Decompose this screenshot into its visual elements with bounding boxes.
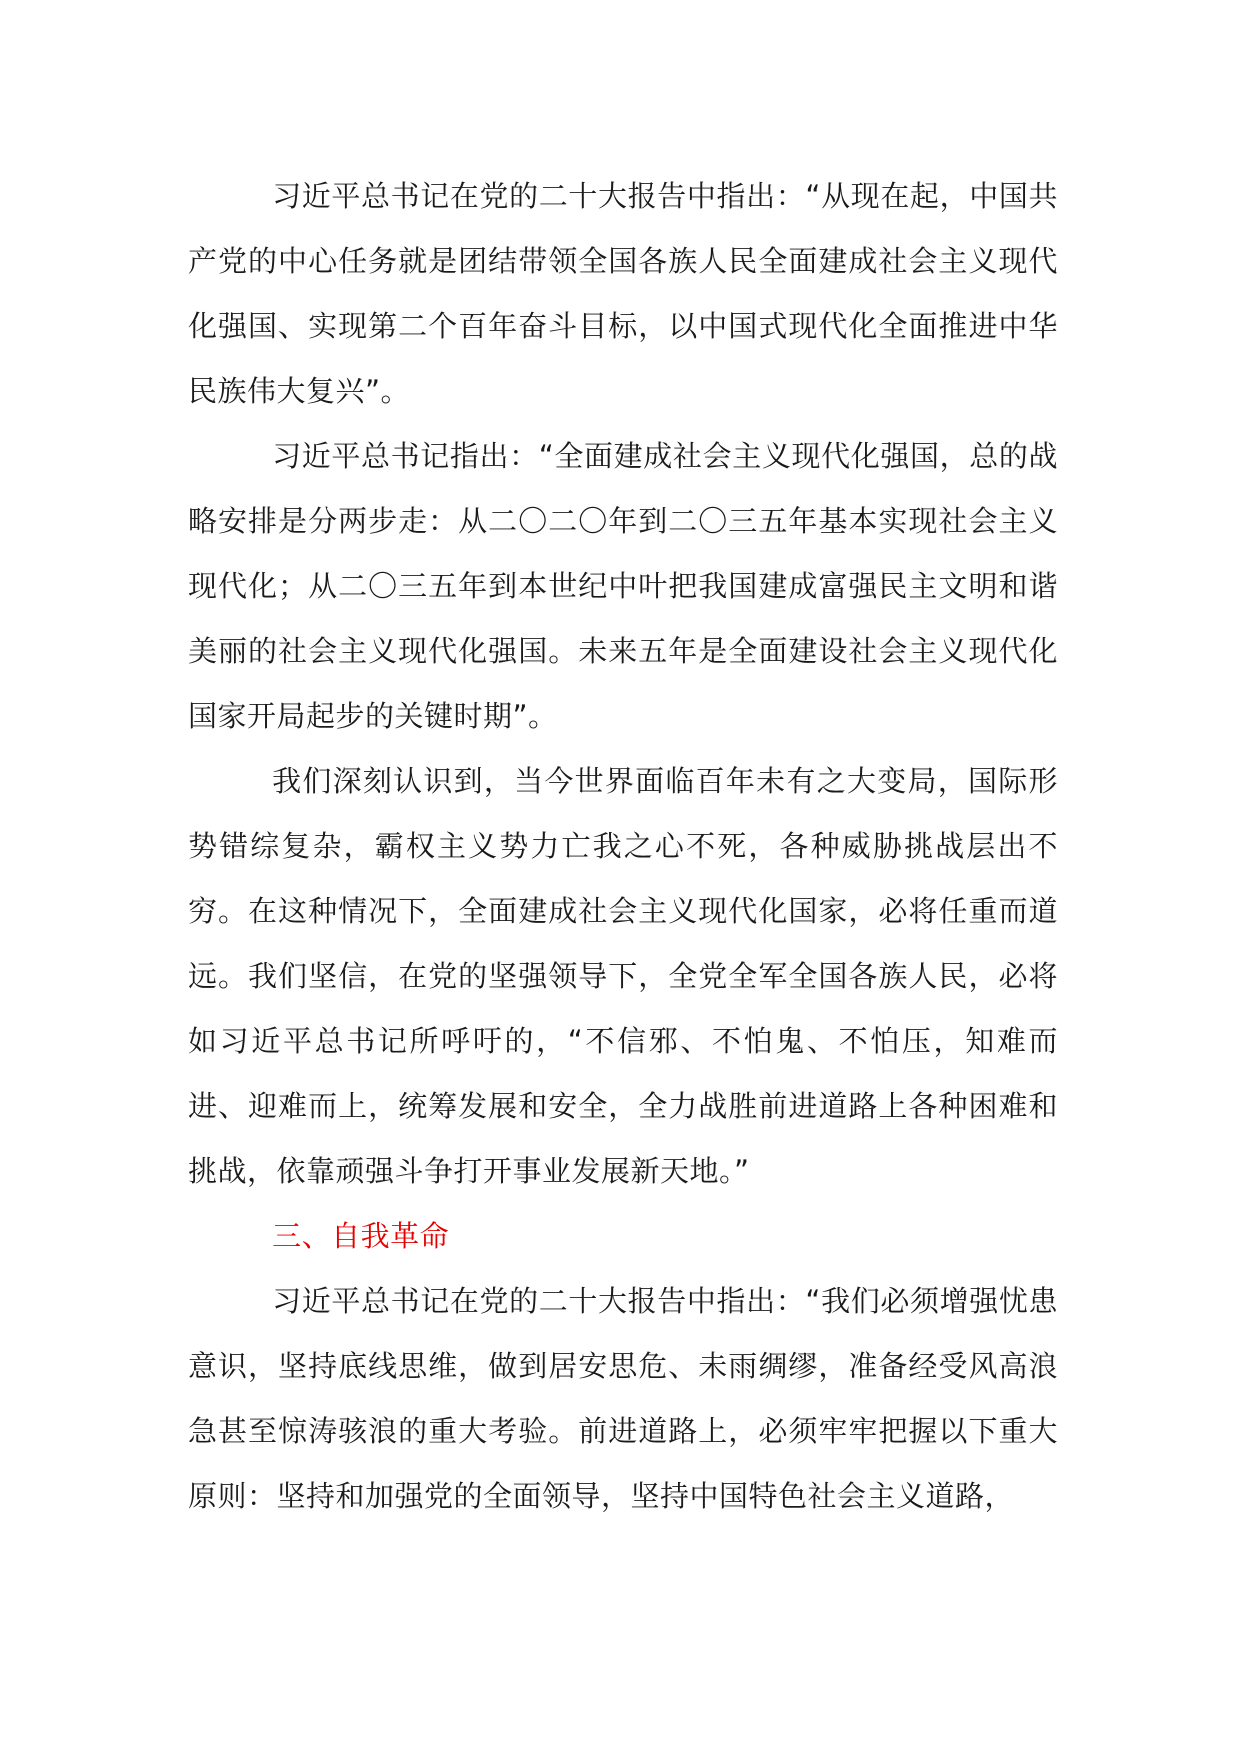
document-body [188, 164, 1058, 1529]
paragraph-3: 我们深刻认识到，当今世界面临百年未有之大变局，国际形势错综复杂，霸权主义势力亡我之心不死，各种威胁挑战层出不穷。在这种情况下，全面建成社会主义现代化国家，必将任重而道远。我们坚信，在党的坚强领导下，全党全军全国各族人民，必将如习近平总书记所呼吁的，“不信邪、不怕鬼、不怕压，知难而进、迎难而上，统筹发展和安全，全力战胜前进道路上各种困难和挑战，依靠顽强斗争打开事业发展新天地。” [188, 764, 1058, 1188]
paragraph-1: 习近平总书记在党的二十大报告中指出：“从现在起，中国共产党的中心任务就是团结带领全国各族人民全面建成社会主义现代化强国、实现第二个百年奋斗目标，以中国式现代化全面推进中华民族伟大复兴”。 [188, 179, 1058, 408]
section-paragraph: 习近平总书记在党的二十大报告中指出：“我们必须增强忧患意识，坚持底线思维，做到居安思危、未雨绸缪，准备经受风高浪急甚至惊涛骇浪的重大考验。前进道路上，必须牢牢把握以下重大原则：坚持和加强党的全面领导，坚持中国特色社会主义道路， [188, 1284, 1058, 1513]
paragraph-2: 习近平总书记指出：“全面建成社会主义现代化强国，总的战略安排是分两步走：从二〇二〇年到二〇三五年基本实现社会主义现代化；从二〇三五年到本世纪中叶把我国建成富强民主文明和谐美丽的社会主义现代化强国。未来五年是全面建设社会主义现代化国家开局起步的关键时期”。 [188, 439, 1058, 733]
section-heading: 三、自我革命 [272, 1219, 450, 1253]
